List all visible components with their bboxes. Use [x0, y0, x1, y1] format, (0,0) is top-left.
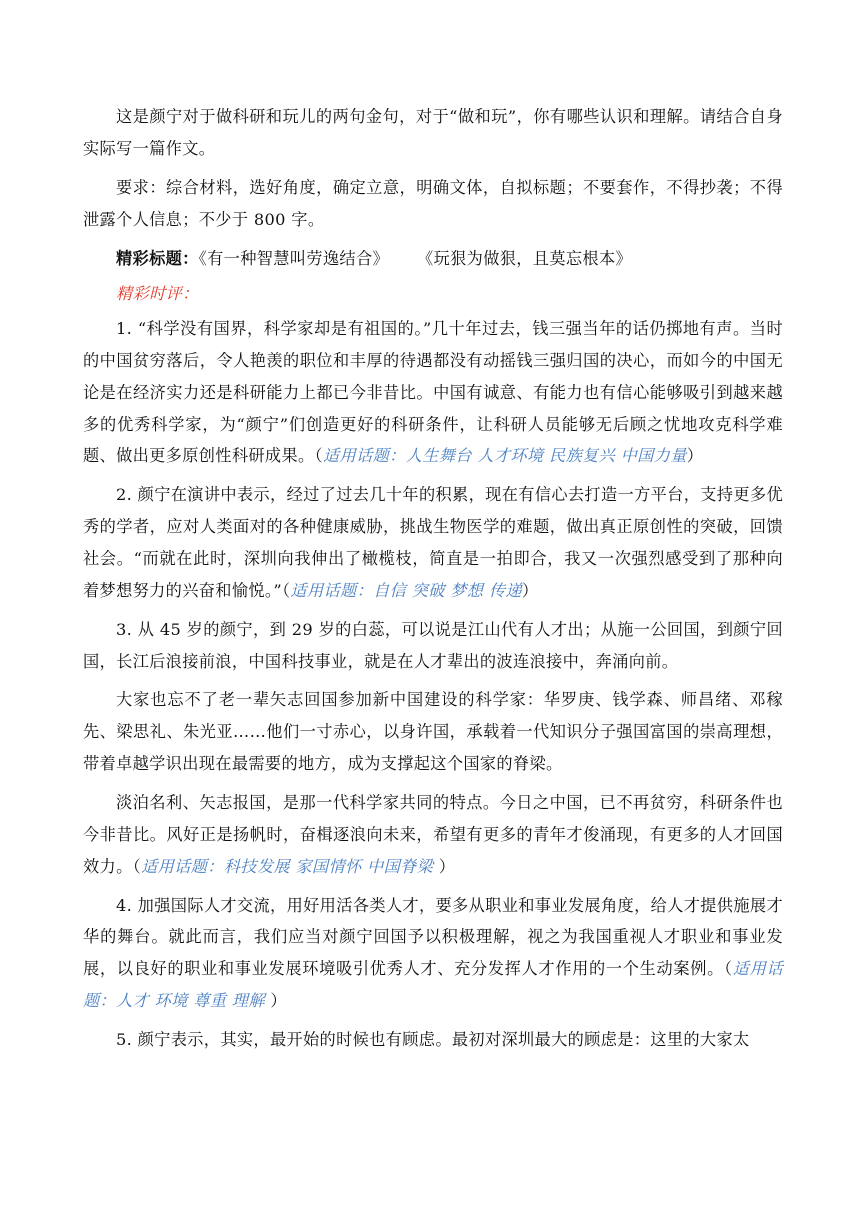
applicable-topics: 适用话题：自信 突破 梦想 传递: [290, 580, 522, 600]
closing-paren: ）: [686, 446, 704, 466]
commentary-text: 2. 颜宁在演讲中表示，经过了过去几十年的积累，现在有信心去打造一方平台，支持更多优秀的学者，应对人类面对的各种健康威胁，挑战生物医学的难题，做出真正原创性的突破，回馈社会。“而就在此时，深圳向我伸出了橄榄枝，简直是一拍即合，我又一次强烈感受到了那种向着梦想努力的兴奋和愉悦。”（: [83, 485, 783, 600]
applicable-topics: 适用话题：人生舞台 人才环境 民族复兴 中国力量: [322, 446, 687, 466]
commentary-item-5: [83, 1024, 783, 1056]
commentary-item-3-para-2: [83, 684, 783, 779]
commentary-text: 1. “科学没有国界，科学家却是有祖国的。”几十年过去，钱三强当年的话仍掷地有声。当时的中国贫穷落后，令人艳羡的职位和丰厚的待遇都没有动摇钱三强归国的决心，而如今的中国无论是在经济实力还是科研能力上都已今非昔比。中国有诚意、有能力也有信心能够吸引到越来越多的优秀科学家，为“颜宁”们创造更好的科研条件，让科研人员能够无后顾之忧地攻克科学难题、做出更多原创性科研成果。（: [83, 319, 783, 466]
closing-paren: ）: [270, 991, 287, 1011]
commentary-text: 大家也忘不了老一辈矢志回国参加新中国建设的科学家：华罗庚、钱学森、师昌绪、邓稼先、梁思礼、朱光亚……他们一寸赤心，以身许国，承载着一代知识分子强国富国的崇高理想，带着卓越学识出现在最需要的地方，成为支撑起这个国家的脊梁。: [83, 690, 783, 774]
featured-title-1: 《有一种智慧叫劳逸结合》: [198, 248, 390, 268]
document-body: [83, 101, 783, 1063]
applicable-topics: 适用话题：人才 环境 尊重 理解: [83, 959, 783, 1011]
commentary-text: 3. 从 45 岁的颜宁，到 29 岁的白蕊，可以说是江山代有人才出；从施一公回国，到颜宁回国，长江后浪接前浪，中国科技事业，就是在人才辈出的波连浪接中，奔涌向前。: [83, 619, 783, 671]
commentary-item-2: [83, 479, 783, 606]
commentary-text: 淡泊名利、矢志报国，是那一代科学家共同的特点。今日之中国，已不再贫穷，科研条件也今非昔比。风好正是扬帆时，奋楫逐浪向未来，希望有更多的青年才俊涌现，有更多的人才回国效力。（: [83, 793, 783, 876]
applicable-topics: 适用话题：科技发展 家国情怀 中国脊梁: [141, 856, 439, 876]
closing-paren: ）: [521, 580, 539, 600]
featured-titles-label: 精彩标题：: [116, 248, 199, 268]
commentary-text: 5. 颜宁表示，其实，最开始的时候也有顾虑。最初对深圳最大的顾虑是：这里的大家太: [116, 1030, 750, 1050]
featured-titles: [83, 243, 783, 275]
commentary-item-3: [83, 614, 783, 678]
commentary-item-3-para-3: [83, 787, 783, 882]
commentary-item-1: [83, 313, 783, 472]
prompt-requirement: 要求：综合材料，选好角度，确定立意，明确文体，自拟标题；不要套作，不得抄袭；不得泄露个人信息；不少于 800 字。: [83, 177, 783, 229]
featured-title-2: 《玩狠为做狠，且莫忘根本》: [417, 248, 633, 268]
prompt-intro: 这是颜宁对于做科研和玩儿的两句金句，对于“做和玩”，你有哪些认识和理解。请结合自身实际写一篇作文。: [83, 107, 783, 158]
closing-paren: ）: [438, 856, 456, 876]
commentary-item-4: [83, 890, 783, 1017]
commentary-text: 4. 加强国际人才交流，用好用活各类人才，要多从职业和事业发展角度，给人才提供施展才华的舞台。就此而言，我们应当对颜宁回国予以积极理解，视之为我国重视人才职业和事业发展，以良好的职业和事业发展环境吸引优秀人才、充分发挥人才作用的一个生动案例。（: [83, 895, 783, 979]
commentary-heading: 精彩时评：: [116, 284, 199, 304]
